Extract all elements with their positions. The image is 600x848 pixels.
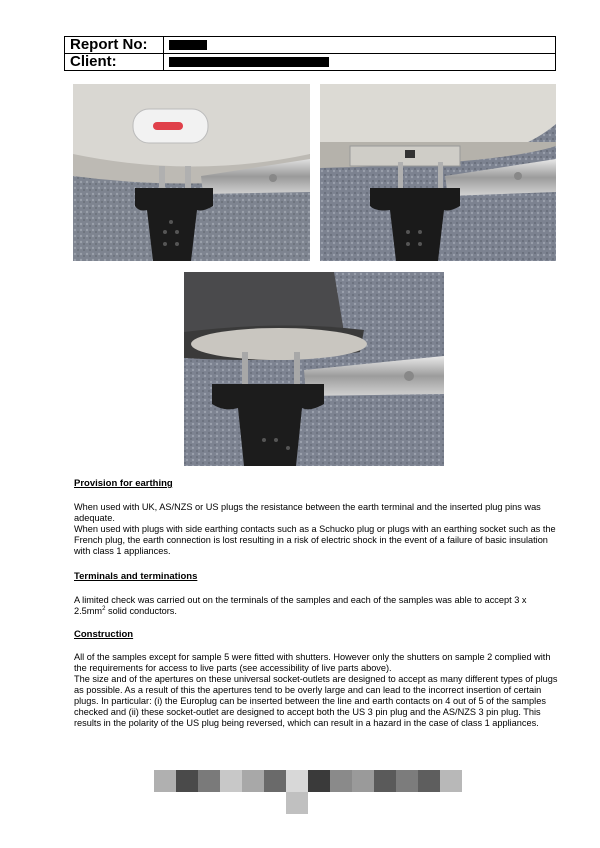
construction-paragraph-2: The size and of the apertures on these universal socket-outlets are designed to accept as many different types of plugs as possible. As a result of this the apertures tend to be overly large and can lead to the incorrect insertion of certain plugs. In particular: (i) the Europlug can be inserted between the line and earth contacts on 4 out of 5 of the samples checked and (ii) these socket-outlet are designed to accept both the US 3 pin plug and the AS/NZS 3 pin plug. This results in the polarity of the US plug being reversed, which can result in a hazard in the case of class 1 appliances. (74, 674, 558, 728)
footer-logo-block (330, 770, 352, 792)
report-no-label: Report No: (65, 37, 164, 54)
footer-logo-block (176, 770, 198, 792)
redacted-client-name (169, 57, 329, 67)
footer-logo-block (308, 770, 330, 792)
footer-logo-block (418, 770, 440, 792)
footer-logo-block (286, 770, 308, 792)
pixelated-footer-logo (154, 770, 464, 816)
footer-logo-block (242, 770, 264, 792)
client-label: Client: (65, 54, 164, 71)
report-no-value (164, 37, 556, 54)
terminals-paragraph (74, 595, 560, 617)
footer-logo-block (198, 770, 220, 792)
footer-logo-block (220, 770, 242, 792)
photo-plug-in-socket-front (73, 84, 310, 261)
footer-logo-block (352, 770, 374, 792)
footer-logo-block (374, 770, 396, 792)
terminals-text-start: A limited check was carried out on the terminals of the samples and each of the samples was able to accept 3 x 2.5mm (74, 595, 527, 616)
photo-plug-in-socket-side (320, 84, 556, 261)
redacted-report-number (169, 40, 207, 50)
earthing-paragraph-1: When used with UK, AS/NZS or US plugs the resistance between the earth terminal and the inserted plug pins was adequate. (74, 502, 541, 523)
footer-logo-block (286, 792, 308, 814)
terminals-text-end: solid conductors. (105, 606, 177, 616)
heading-construction: Construction (74, 629, 134, 640)
client-value (164, 54, 556, 71)
report-header-table (64, 36, 556, 71)
heading-terminals-and-terminations: Terminals and terminations (74, 571, 198, 582)
construction-paragraph-1: All of the samples except for sample 5 were fitted with shutters. However only the shutters on sample 2 complied with the requirements for access to live parts (see accessibility of live parts above). (74, 652, 551, 673)
footer-logo-block (154, 770, 176, 792)
footer-logo-block (264, 770, 286, 792)
footer-logo-block (440, 770, 462, 792)
photo-plug-in-socket-angled (184, 272, 444, 466)
heading-provision-for-earthing: Provision for earthing (74, 478, 173, 489)
earthing-paragraph-2: When used with plugs with side earthing contacts such as a Schucko plug or plugs with an earthing socket such as the French plug, the earth connection is lost resulting in a risk of electric shock in the event of a failure of basic insulation with class 1 appliances. (74, 524, 556, 556)
terminals-superscript: 2 (102, 605, 106, 612)
footer-logo-block (396, 770, 418, 792)
